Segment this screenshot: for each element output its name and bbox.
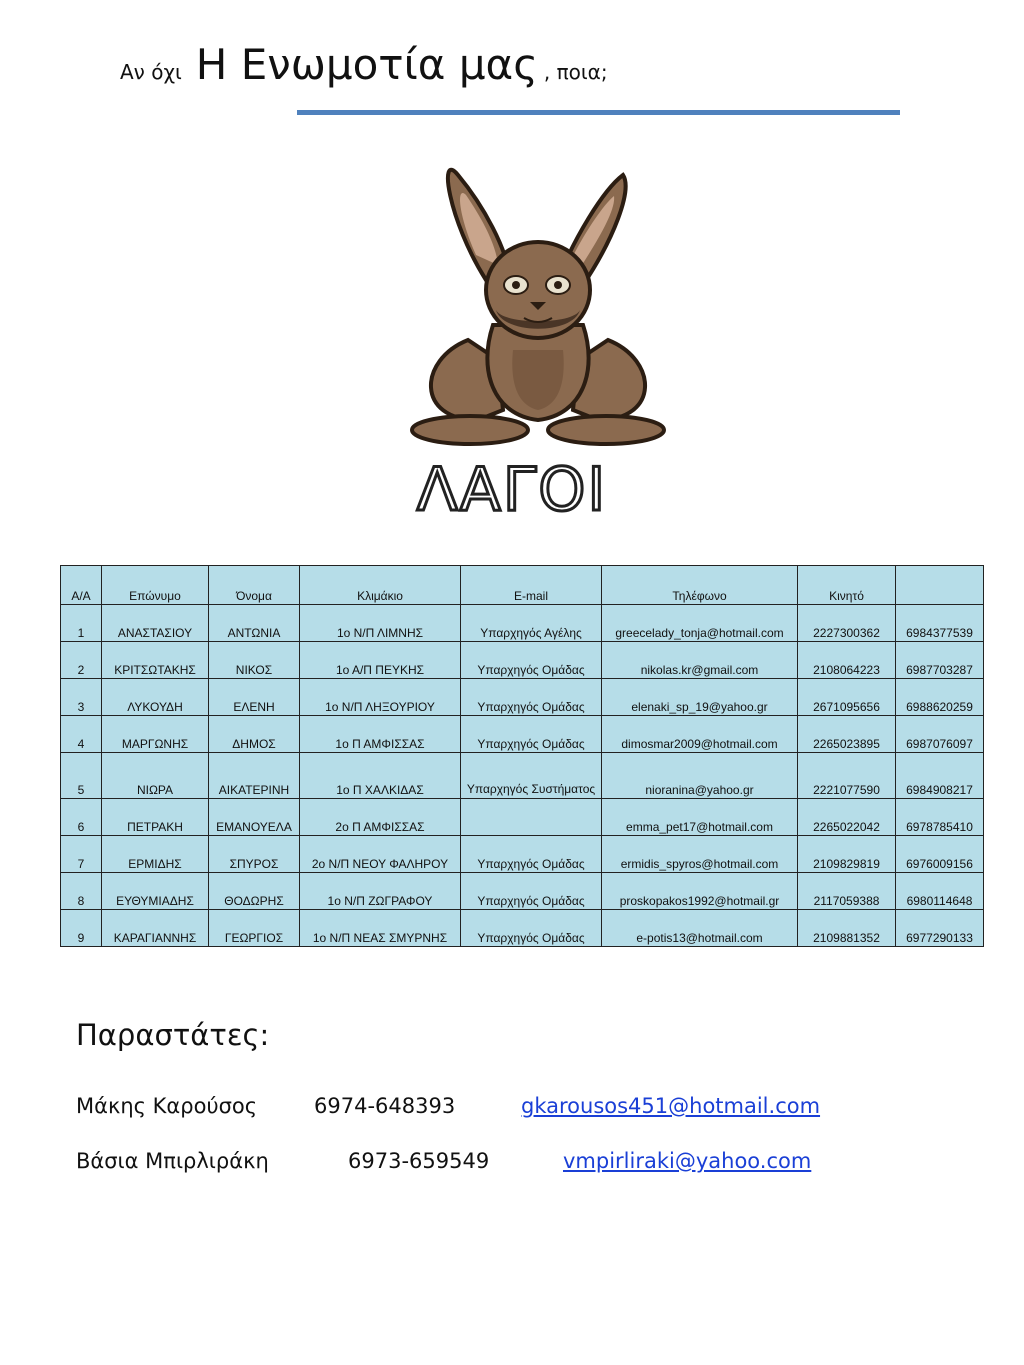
- table-cell: 2ο Π ΑΜΦΙΣΣΑΣ: [300, 799, 461, 836]
- table-cell: greecelady_tonja@hotmail.com: [602, 605, 798, 642]
- table-cell: 6984908217: [896, 753, 984, 799]
- table-cell: 1ο Π ΧΑΛΚΙΔΑΣ: [300, 753, 461, 799]
- representatives-title: Παραστάτες:: [76, 1018, 270, 1052]
- table-cell: 6984377539: [896, 605, 984, 642]
- table-cell: 1ο Ν/Π ΛΙΜΝΗΣ: [300, 605, 461, 642]
- rabbit-mascot-icon: [398, 130, 680, 460]
- table-cell: 1: [61, 605, 102, 642]
- representative-line: [76, 1149, 811, 1173]
- table-row: [61, 679, 984, 716]
- table-cell: ΚΑΡΑΓΙΑΝΝΗΣ: [102, 910, 209, 947]
- table-cell: emma_pet17@hotmail.com: [602, 799, 798, 836]
- table-cell: Υπαρχηγός Ομάδας: [461, 836, 602, 873]
- table-cell: 6976009156: [896, 836, 984, 873]
- page-title: Η Ενωμοτία μας: [195, 40, 538, 89]
- table-cell: 6987703287: [896, 642, 984, 679]
- table-header-row: [61, 566, 984, 605]
- members-table: [60, 565, 984, 947]
- table-cell: e-potis13@hotmail.com: [602, 910, 798, 947]
- table-row: [61, 799, 984, 836]
- table-cell: ΘΟΔΩΡΗΣ: [209, 873, 300, 910]
- table-cell: ΕΥΘΥΜΙΑΔΗΣ: [102, 873, 209, 910]
- representative-phone: 6974-648393: [314, 1094, 456, 1118]
- col-header-extra: [896, 566, 984, 605]
- table-cell: 6977290133: [896, 910, 984, 947]
- table-cell: 2108064223: [798, 642, 896, 679]
- table-cell: ΝΙΚΟΣ: [209, 642, 300, 679]
- page-header: [120, 40, 608, 89]
- team-name-logo: [407, 452, 617, 524]
- table-cell: 2265022042: [798, 799, 896, 836]
- table-cell: Υπαρχηγός Αγέλης: [461, 605, 602, 642]
- table-row: [61, 873, 984, 910]
- team-name: ΛΑΓΟΙ: [416, 455, 608, 524]
- col-header-mobile: Κινητό: [798, 566, 896, 605]
- table-row: [61, 605, 984, 642]
- table-cell: 8: [61, 873, 102, 910]
- col-header-unit: Κλιμάκιο: [300, 566, 461, 605]
- table-cell: 2227300362: [798, 605, 896, 642]
- table-cell: 9: [61, 910, 102, 947]
- representative-email-link[interactable]: gkarousos451@hotmail.com: [521, 1094, 821, 1118]
- table-cell: ΑΝΤΩΝΙΑ: [209, 605, 300, 642]
- table-cell: 2221077590: [798, 753, 896, 799]
- table-cell: ΠΕΤΡΑΚΗ: [102, 799, 209, 836]
- table-cell: 7: [61, 836, 102, 873]
- table-cell: nioranina@yahoo.gr: [602, 753, 798, 799]
- table-cell: Υπαρχηγός Ομάδας: [461, 716, 602, 753]
- table-cell: Υπαρχηγός Ομάδας: [461, 910, 602, 947]
- representative-line: [76, 1094, 820, 1118]
- table-cell: ΜΑΡΓΩΝΗΣ: [102, 716, 209, 753]
- col-header-name: Όνομα: [209, 566, 300, 605]
- table-cell: 1ο Ν/Π ΛΗΞΟΥΡΙΟΥ: [300, 679, 461, 716]
- col-header-surname: Επώνυμο: [102, 566, 209, 605]
- table-cell: ermidis_spyros@hotmail.com: [602, 836, 798, 873]
- table-cell: 6987076097: [896, 716, 984, 753]
- table-cell: ΕΡΜΙΔΗΣ: [102, 836, 209, 873]
- table-cell: 1ο Α/Π ΠΕΥΚΗΣ: [300, 642, 461, 679]
- table-cell: [461, 799, 602, 836]
- representative-phone: 6973-659549: [348, 1149, 490, 1173]
- table-cell: ΣΠΥΡΟΣ: [209, 836, 300, 873]
- table-cell: elenaki_sp_19@yahoo.gr: [602, 679, 798, 716]
- table-cell: 2ο Ν/Π ΝΕΟΥ ΦΑΛΗΡΟΥ: [300, 836, 461, 873]
- col-header-email: E-mail: [461, 566, 602, 605]
- table-cell: ΔΗΜΟΣ: [209, 716, 300, 753]
- table-cell: proskopakos1992@hotmail.gr: [602, 873, 798, 910]
- table-cell: ΓΕΩΡΓΙΟΣ: [209, 910, 300, 947]
- table-cell: 2109881352: [798, 910, 896, 947]
- table-cell: nikolas.kr@gmail.com: [602, 642, 798, 679]
- table-cell: ΚΡΙΤΣΩΤΑΚΗΣ: [102, 642, 209, 679]
- table-cell: Υπαρχηγός Ομάδας: [461, 873, 602, 910]
- table-cell: Υπαρχηγός Ομάδας: [461, 642, 602, 679]
- table-cell: Υπαρχηγός Ομάδας: [461, 679, 602, 716]
- table-cell: 2109829819: [798, 836, 896, 873]
- header-suffix: , ποια;: [543, 60, 608, 84]
- table-cell: Υπαρχηγός Συστήματος: [461, 753, 602, 799]
- table-cell: dimosmar2009@hotmail.com: [602, 716, 798, 753]
- col-header-aa: Α/Α: [61, 566, 102, 605]
- table-row: [61, 753, 984, 799]
- table-cell: 1ο Π ΑΜΦΙΣΣΑΣ: [300, 716, 461, 753]
- table-row: [61, 642, 984, 679]
- table-cell: 6980114648: [896, 873, 984, 910]
- table-cell: 2: [61, 642, 102, 679]
- table-cell: ΑΙΚΑΤΕΡΙΝΗ: [209, 753, 300, 799]
- table-cell: 2117059388: [798, 873, 896, 910]
- representative-name: Βάσια Μπιρλιράκη: [76, 1149, 269, 1173]
- table-row: [61, 716, 984, 753]
- representative-email-link[interactable]: vmpirliraki@yahoo.com: [563, 1149, 812, 1173]
- table-cell: 1ο Ν/Π ΖΩΓΡΑΦΟΥ: [300, 873, 461, 910]
- col-header-phone: Τηλέφωνο: [602, 566, 798, 605]
- table-row: [61, 836, 984, 873]
- table-cell: 6: [61, 799, 102, 836]
- table-row: [61, 910, 984, 947]
- representative-name: Μάκης Καρούσος: [76, 1094, 258, 1118]
- table-cell: 6988620259: [896, 679, 984, 716]
- table-cell: ΑΝΑΣΤΑΣΙΟΥ: [102, 605, 209, 642]
- table-cell: 2671095656: [798, 679, 896, 716]
- title-underline: [297, 110, 900, 115]
- table-cell: ΕΜΑΝΟΥΕΛΑ: [209, 799, 300, 836]
- table-cell: ΛΥΚΟΥΔΗ: [102, 679, 209, 716]
- table-cell: 5: [61, 753, 102, 799]
- table-cell: 6978785410: [896, 799, 984, 836]
- header-prefix: Αν όχι: [120, 60, 182, 84]
- table-cell: 4: [61, 716, 102, 753]
- table-cell: ΕΛΕΝΗ: [209, 679, 300, 716]
- table-cell: ΝΙΩΡΑ: [102, 753, 209, 799]
- table-cell: 2265023895: [798, 716, 896, 753]
- table-cell: 3: [61, 679, 102, 716]
- table-cell: 1ο Ν/Π ΝΕΑΣ ΣΜΥΡΝΗΣ: [300, 910, 461, 947]
